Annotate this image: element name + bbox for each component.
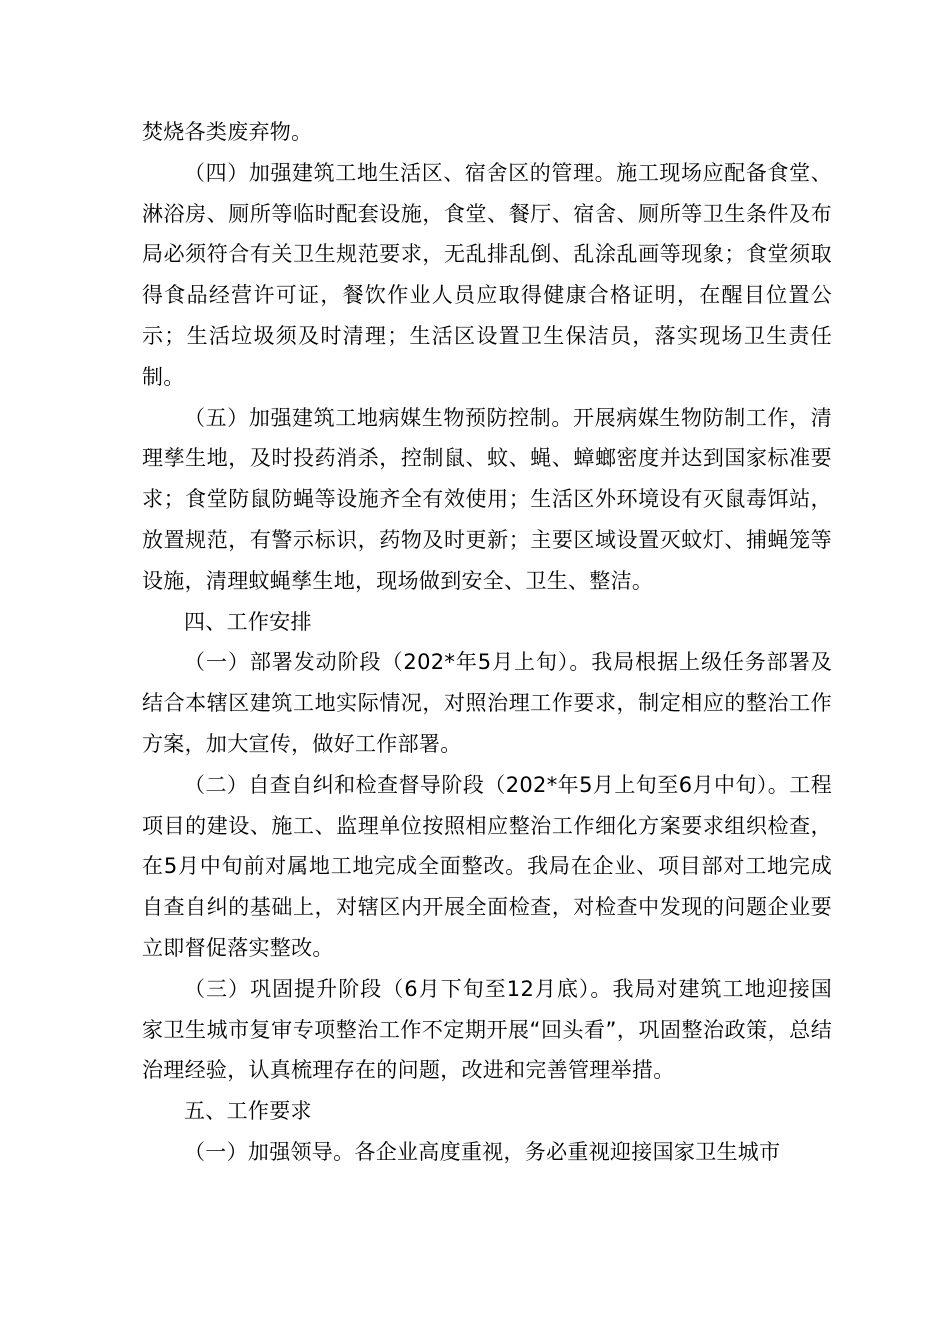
paragraph-consolidation-stage: （三）巩固提升阶段（6月下旬至12月底）。我局对建筑工地迎接国家卫生城市复审专项整治工作不定期开展“回头看”，巩固整治政策，总结治理经验，认真梳理存在的问题，改进和完善管理举措。 — [142, 976, 832, 1083]
paragraph-living-area-management: （四）加强建筑工地生活区、宿舍区的管理。施工现场应配备食堂、淋浴房、厕所等临时配套设施，食堂、餐厅、宿舍、厕所等卫生条件及布局必须符合有关卫生规范要求，无乱排乱倒、乱涂乱画等现象；食堂须取得食品经营许可证，餐饮作业人员应取得健康合格证明，在醒目位置公示；生活垃圾须及时清理；生活区设置卫生保洁员，落实现场卫生责任制。 — [142, 160, 832, 389]
paragraph-self-inspection-stage: （二）自查自纠和检查督导阶段（202*年5月上旬至6月中旬）。工程项目的建设、施工、监理单位按照相应整治工作细化方案要求组织检查，在5月中旬前对属地工地完成全面整改。我局在企业、项目部对工地完成自查自纠的基础上，对辖区内开展全面检查，对检查中发现的问题企业要立即督促落实整改。 — [142, 772, 832, 960]
paragraph-vector-control: （五）加强建筑工地病媒生物预防控制。开展病媒生物防制工作，清理孳生地，及时投药消杀，控制鼠、蚊、蝇、蟑螂密度并达到国家标准要求；食堂防鼠防蝇等设施齐全有效使用；生活区外环境设有灭鼠毒饵站，放置规范，有警示标识，药物及时更新；主要区域设置灭蚊灯、捕蝇笼等设施，清理蚊蝇孳生地，现场做到安全、卫生、整洁。 — [142, 405, 832, 593]
paragraph-strengthen-leadership: （一）加强领导。各企业高度重视，务必重视迎接国家卫生城市 — [184, 1139, 781, 1164]
document-body — [142, 112, 832, 1173]
paragraph-waste-burning-end: 焚烧各类废弃物。 — [142, 120, 313, 144]
paragraph-deployment-stage: （一）部署发动阶段（202*年5月上旬）。我局根据上级任务部署及结合本辖区建筑工地实际情况，对照治理工作要求，制定相应的整治工作方案，加大宣传，做好工作部署。 — [142, 650, 832, 756]
heading-work-arrangement: 四、工作安排 — [184, 609, 312, 634]
heading-work-requirements: 五、工作要求 — [184, 1099, 312, 1124]
